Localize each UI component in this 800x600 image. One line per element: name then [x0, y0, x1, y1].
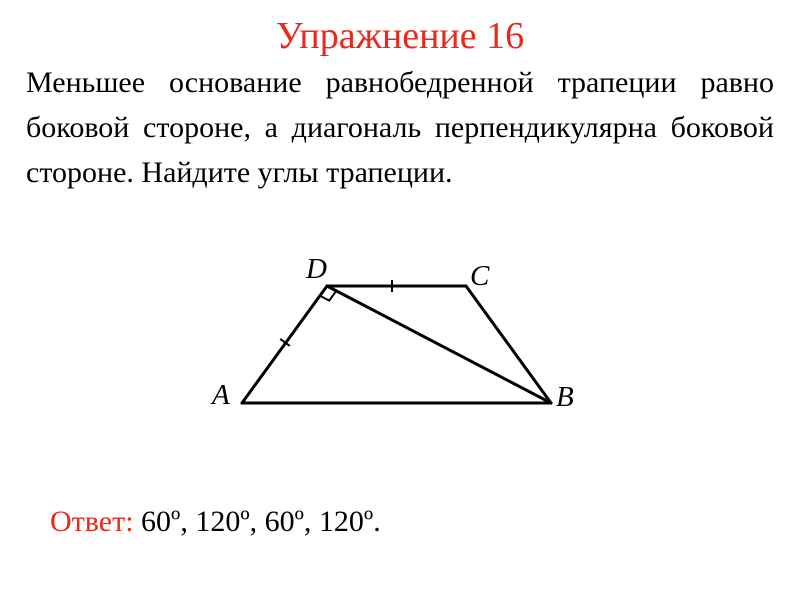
side-ad	[242, 286, 327, 403]
diagonal-db	[327, 286, 551, 403]
vertex-label-c: C	[470, 260, 490, 292]
side-cb	[466, 286, 551, 403]
answer-value: 60º, 120º, 60º, 120º.	[141, 505, 381, 538]
vertex-label-a: A	[212, 379, 230, 411]
answer-label: Ответ:	[50, 505, 134, 538]
answer	[50, 502, 381, 542]
problem-statement: Меньшее основание равнобедренной трапеции равно боковой стороне, а диагональ перпендикулярна боковой стороне. Найдите углы трапеции.	[26, 66, 774, 189]
vertex-label-b: B	[556, 381, 574, 413]
exercise-title: Упражнение 16	[275, 15, 525, 57]
vertex-label-d: D	[306, 253, 327, 285]
